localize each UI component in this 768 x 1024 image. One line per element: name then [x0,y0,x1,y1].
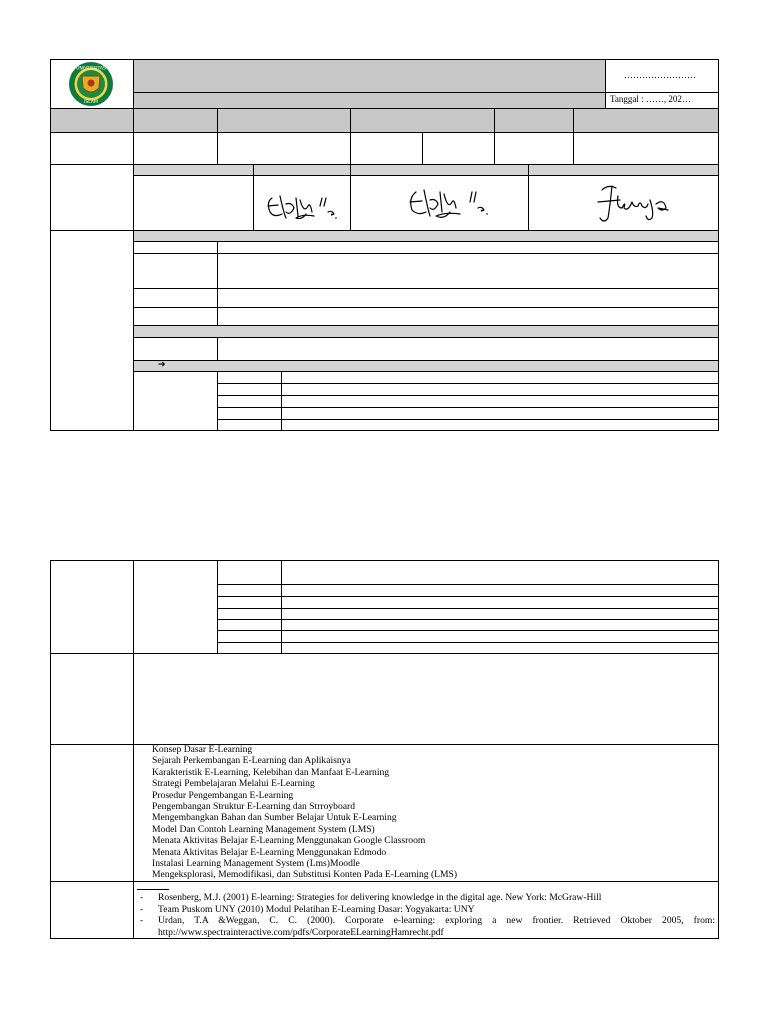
reference-item [140,915,715,938]
list-item: Mengeksplorasi, Memodifikasi, dan Substitusi Konten Pada E-Learning (LMS) [152,869,458,881]
reference-text: Rosenberg, M.J. (2001) E-learning: Strategies for delivering knowledge in the digital age. New York: McGraw-Hill [158,892,602,903]
list-item: Menata Aktivitas Belajar E-Learning Menggunakan Edmodo [152,846,387,858]
list-item: Prosedur Pengembangan E-Learning [152,789,294,801]
reference-bullet: - [140,892,144,903]
topic-list [152,744,712,881]
signature-1 [262,184,342,228]
reference-text: Team Puskom UNY (2010) Modul Pelatihan E-Learning Dasar: Yogyakarta: UNY [158,903,475,915]
list-item: Instalasi Learning Management System (Lms)Moodle [152,858,360,870]
university-logo [62,60,120,108]
svg-text:UNIVERSITAS: UNIVERSITAS [76,66,106,72]
list-item: Pengembangan Struktur E-Learning dan Strroyboard [152,801,356,813]
signature-2 [404,180,494,226]
list-item: Menata Aktivitas Belajar E-Learning Menggunakan Google Classroom [152,835,426,847]
arrow-icon: ➔ [158,360,166,370]
list-item: Strategi Pembelajaran Melalui E-Learning [152,778,315,790]
list-item: Mengembangkan Bahan dan Sumber Belajar Untuk E-Learning [152,812,397,824]
list-item: Karakteristik E-Learning, Kelebihan dan Manfaat E-Learning [152,766,390,778]
list-item: Model Dan Contoh Learning Management System (LMS) [152,823,375,835]
svg-text:ISLAM: ISLAM [84,100,98,105]
list-item: Konsep Dasar E-Learning [152,744,253,755]
reference-text: Urdan, T.A &Weggan, C. C. (2000). Corporate e-learning: exploring a new frontier. Retrieved Oktober 2005, from: http://www.spectrainteractive.com/pdfs/CorporateELearningHamrecht.pdf [158,915,715,938]
date-label: Tanggal : ……, 202… [610,94,691,104]
reference-list [140,892,715,938]
dotted-field: …………………… [624,70,696,80]
reference-item [140,904,715,916]
reference-bullet: - [140,903,144,915]
list-item: Sejarah Perkembangan E-Learning dan Aplikaisnya [152,755,351,767]
reference-item [140,892,715,904]
reference-bullet: - [140,915,144,926]
signature-3 [594,178,674,228]
